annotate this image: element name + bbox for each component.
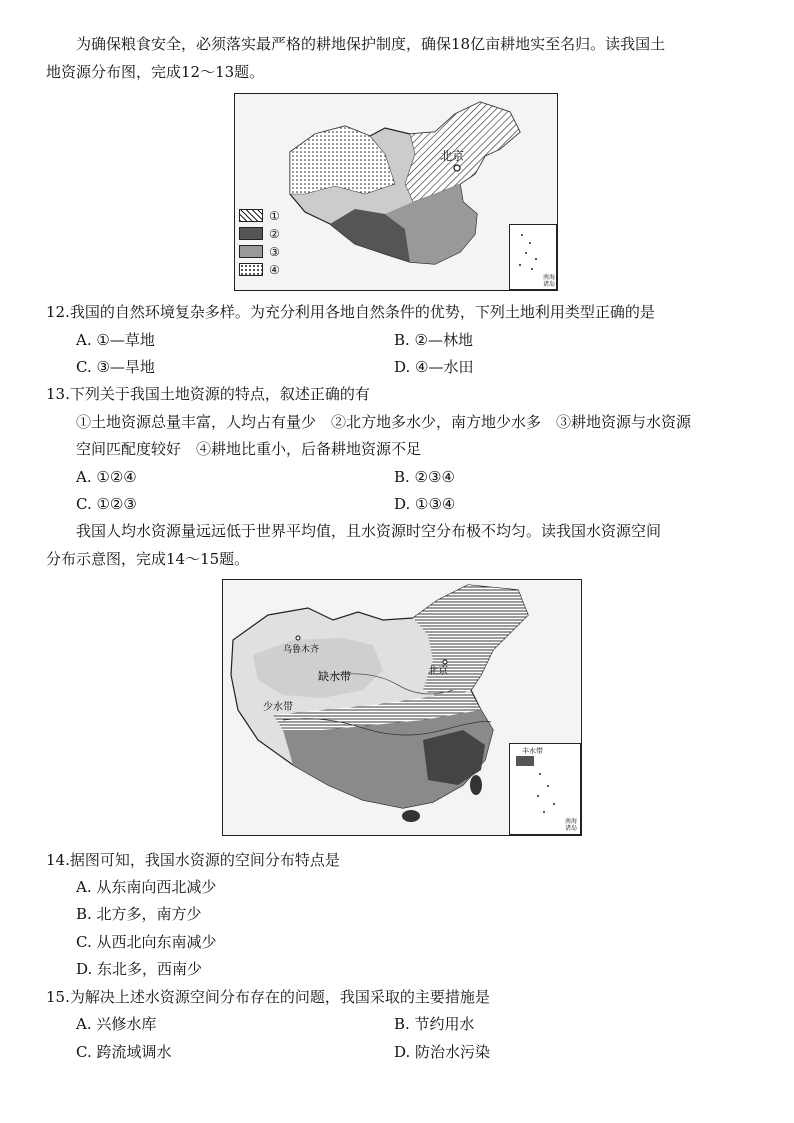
legend-item-4 <box>239 262 280 277</box>
water-resource-map <box>222 579 582 836</box>
q12-option-a[interactable]: A. ①—草地 <box>76 331 155 349</box>
legend-item-2 <box>239 226 280 241</box>
map2-inset <box>509 743 581 835</box>
map2-label-beijing: 北京 <box>428 666 448 677</box>
dots-swatch-icon <box>239 263 263 276</box>
q13-statement-line2: 空间匹配度较好 ④耕地比重小，后备耕地资源不足 <box>76 440 422 458</box>
legend-item-1 <box>239 208 280 223</box>
map2-label-shaoshui: 少水带 <box>263 702 293 713</box>
q15-option-d[interactable]: D. 防治水污染 <box>394 1043 491 1061</box>
q13-option-d[interactable]: D. ①③④ <box>394 495 456 513</box>
map2-inset-label-top: 丰水带 <box>522 747 543 755</box>
intro1-line2: 地资源分布图，完成12～13题。 <box>46 63 265 81</box>
map2-inset-label-bottom: 南海诸岛 <box>564 818 577 832</box>
intro1-line1: 为确保粮食安全，必须落实最严格的耕地保护制度，确保18亿亩耕地实至名归。读我国土 <box>76 35 666 53</box>
legend-label-4: ④ <box>269 262 280 277</box>
legend-label-3: ③ <box>269 244 280 259</box>
q12-option-d[interactable]: D. ④—水田 <box>394 358 474 376</box>
q13-option-c[interactable]: C. ①②③ <box>76 495 137 513</box>
q14-option-a[interactable]: A. 从东南向西北减少 <box>76 878 217 896</box>
q15-option-c[interactable]: C. 跨流域调水 <box>76 1043 172 1061</box>
intro2-line1: 我国人均水资源量远远低于世界平均值，且水资源时空分布极不均匀。读我国水资源空间 <box>76 522 662 540</box>
land-resource-map <box>234 93 558 291</box>
intro2-line2: 分布示意图，完成14～15题。 <box>46 550 250 568</box>
map1-inset <box>509 224 557 290</box>
q14-option-b[interactable]: B. 北方多，南方少 <box>76 905 202 923</box>
q14-stem: 14.据图可知，我国水资源的空间分布特点是 <box>46 851 340 869</box>
q15-option-b[interactable]: B. 节约用水 <box>394 1015 475 1033</box>
q13-option-b[interactable]: B. ②③④ <box>394 468 455 486</box>
legend-label-2: ② <box>269 226 280 241</box>
q15-stem: 15.为解决上述水资源空间分布存在的问题，我国采取的主要措施是 <box>46 988 490 1006</box>
q15-option-a[interactable]: A. 兴修水库 <box>76 1015 157 1033</box>
map1-city-label: 北京 <box>440 149 465 163</box>
map1-inset-label: 南海诸岛 <box>543 274 556 288</box>
diagonal-swatch-icon <box>239 209 263 222</box>
q14-option-d[interactable]: D. 东北多，西南少 <box>76 960 203 978</box>
q13-stem: 13.下列关于我国土地资源的特点，叙述正确的有 <box>46 385 370 403</box>
map2-label-wulumuqi: 乌鲁木齐 <box>283 644 320 654</box>
gray-swatch-icon <box>239 245 263 258</box>
q12-option-c[interactable]: C. ③—旱地 <box>76 358 155 376</box>
q13-statement-line1: ①土地资源总量丰富，人均占有量少 ②北方地多水少，南方地少水多 ③耕地资源与水资源 <box>76 413 692 431</box>
legend-item-3 <box>239 244 280 259</box>
legend-label-1: ① <box>269 208 280 223</box>
q14-option-c[interactable]: C. 从西北向东南减少 <box>76 933 217 951</box>
map2-label-queshui: 缺水带 <box>318 671 351 683</box>
dark-swatch-icon <box>239 227 263 240</box>
q12-stem: 12.我国的自然环境复杂多样。为充分利用各地自然条件的优势，下列土地利用类型正确的是 <box>46 303 655 321</box>
q13-option-a[interactable]: A. ①②④ <box>76 468 137 486</box>
map1-legend <box>239 208 280 280</box>
q12-option-b[interactable]: B. ②—林地 <box>394 331 474 349</box>
